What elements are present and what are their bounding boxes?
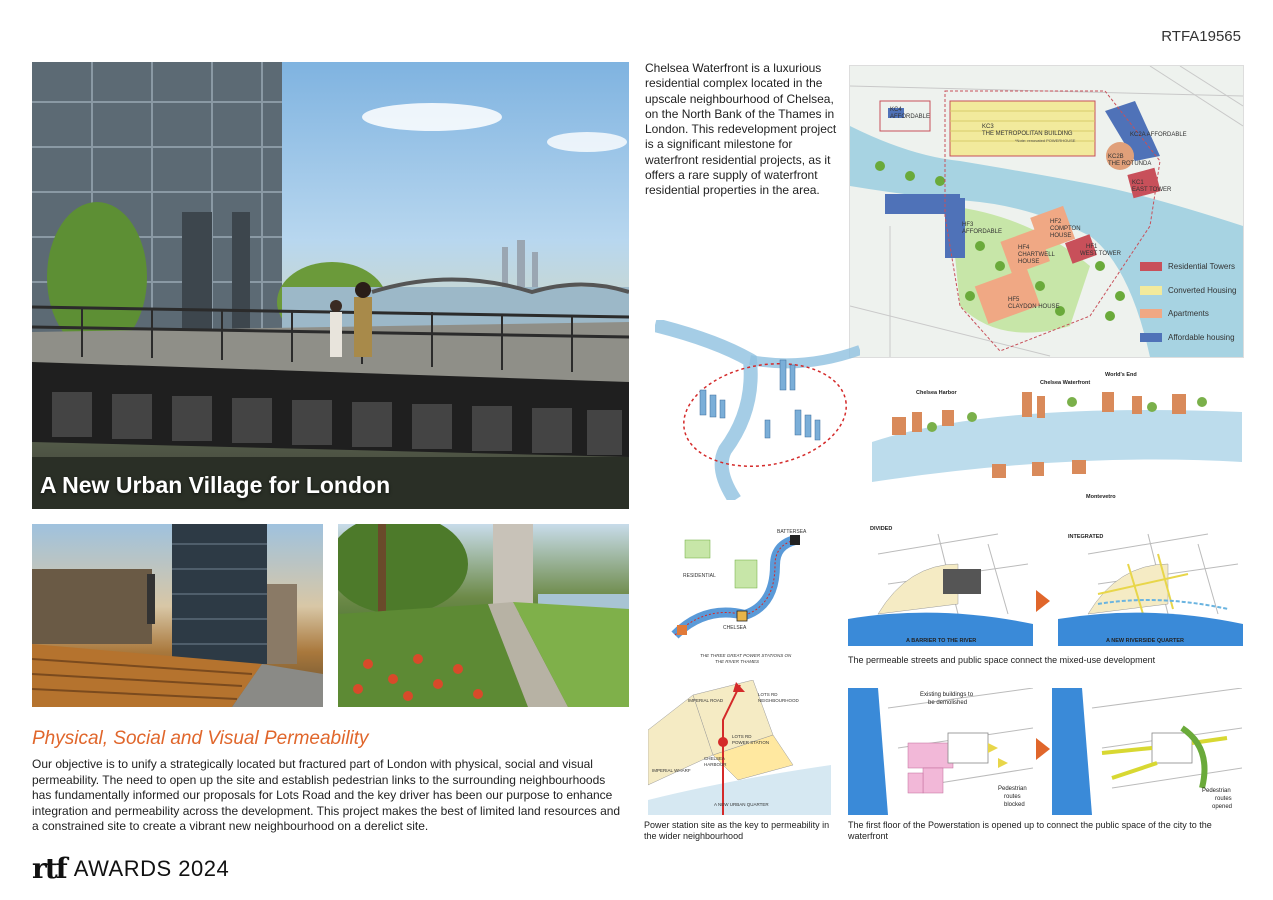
hf4-sub-label: CHARTWELL [1018, 252, 1055, 258]
hf5-sub-label: CLAYDON HOUSE [1008, 304, 1060, 310]
map-lots-rd-ps-2: POWER STATION [732, 740, 770, 745]
hf4-label: HF4 [1018, 245, 1030, 251]
legend-item [1140, 302, 1236, 326]
map-imperial-wharf: IMPERIAL WHARF [652, 768, 691, 773]
divided-tag: DIVIDED [870, 526, 893, 532]
integrated-svg [1058, 524, 1243, 646]
hero-photo [32, 62, 629, 509]
kc4-sub-label: AFFORDABLE [890, 114, 931, 120]
project-code: RTFA19565 [1161, 28, 1241, 45]
demolish-ped-2: routes [1004, 794, 1021, 800]
map-lots-rd: LOTS RD [758, 692, 778, 697]
demolish-svg [848, 688, 1033, 815]
integrated-caption: A NEW RIVERSIDE QUARTER [1106, 638, 1185, 644]
hf1-sub-label: WEST TOWER [1080, 251, 1122, 257]
power-map-note-1: THE THREE GREAT POWER STATIONS ON [700, 653, 792, 658]
divided-caption: A BARRIER TO THE RIVER [906, 638, 977, 644]
hf3a-label: HF3 [962, 222, 974, 228]
legend-label: Apartments [1168, 309, 1209, 319]
opened-diagram [1052, 688, 1242, 815]
kc1-label: KC1 [1132, 180, 1144, 186]
river-sketch [655, 320, 860, 500]
demolish-label-2: be demolished [928, 700, 968, 706]
arrow-icon [1036, 738, 1050, 760]
legend-label: Residential Towers [1168, 262, 1235, 272]
legend-label: Converted Housing [1168, 285, 1237, 295]
legend-label: Affordable housing [1168, 332, 1235, 342]
legend-swatch [1140, 333, 1162, 342]
power-stations-map [665, 525, 815, 665]
arrow-icon [1036, 590, 1050, 612]
aerial-label-center: Chelsea Waterfront [1040, 380, 1091, 386]
power-map-residential: RESIDENTIAL [683, 573, 716, 579]
hero-illustration [32, 62, 629, 509]
integrated-tag: INTEGRATED [1068, 534, 1104, 540]
section-title: Physical, Social and Visual Permeability [32, 728, 369, 749]
power-stations-svg [665, 525, 815, 665]
demolish-ped-3: blocked [1004, 802, 1025, 808]
opened-ped-1: Pedestrian [1202, 788, 1231, 794]
hf5-label: HF5 [1008, 297, 1020, 303]
legend-item [1140, 279, 1236, 303]
kc3-note: *Note: renovated POWERHOUSE [1015, 138, 1076, 143]
section-body: Our objective is to unify a strategically located but fractured part of London with physical, social and visual permeability. The need to open up the site and establish pedestrian links to the surrounding neighbourhoods has fundamentally informed our proposals for Lots Road and the key driver has been our purpose to enhance integration and permeability across the development. This project makes the best of limited land resources and a constrained site to create a vibrant new neighbourhood on a derelict site. [32, 757, 621, 834]
demolish-label-1: Existing buildings to [920, 692, 974, 698]
aerial-svg [872, 372, 1242, 500]
aerial-illustration [872, 372, 1242, 500]
power-map-chelsea: CHELSEA [723, 625, 747, 631]
terrace-photo [32, 524, 323, 707]
garden-illustration [338, 524, 629, 707]
legend-item [1140, 326, 1236, 350]
kc2a-label: KC2A AFFORDABLE [1130, 132, 1187, 138]
kc4-label: KC4 [890, 107, 902, 113]
hf1-label: HF1 [1086, 244, 1098, 250]
river-sketch-svg [655, 320, 860, 500]
awards-label: AWARDS 2024 [73, 855, 230, 881]
opened-ped-3: opened [1212, 804, 1233, 810]
aerial-label-right: World's End [1105, 372, 1137, 378]
demolish-ped-1: Pedestrian [998, 786, 1027, 792]
legend-swatch [1140, 262, 1162, 271]
map-lots-rd-ps: LOTS RD [732, 734, 752, 739]
terrace-illustration [32, 524, 323, 707]
power-map-note-2: THE RIVER THAMES [715, 659, 760, 664]
caption-floor: The first floor of the Powerstation is opened up to connect the public space of the city to the waterfront [848, 820, 1212, 841]
aerial-label-bottom: Montevetro [1086, 494, 1116, 500]
caption-power: Power station site as the key to permeability in the wider neighbourhood [644, 820, 830, 841]
hf2-label: HF2 [1050, 219, 1062, 225]
neighbourhood-map [648, 680, 831, 815]
opened-ped-2: routes [1215, 796, 1232, 802]
rtf-awards-logo [32, 852, 229, 885]
hf2-sub-label-2: HOUSE [1050, 233, 1072, 239]
legend-swatch [1140, 286, 1162, 295]
legend-item [1140, 255, 1236, 279]
map-imperial-road: IMPERIAL ROAD [688, 698, 724, 703]
neighbourhood-svg [648, 680, 831, 815]
kc2b-label: KC2B [1108, 154, 1124, 160]
aerial-label-left: Chelsea Harbor [916, 390, 957, 396]
rtf-logo-mark: rtf [32, 852, 66, 885]
intro-paragraph: Chelsea Waterfront is a luxurious residential complex located in the upscale neighbourhood of Chelsea, on the North Bank of the Thames in London. This redevelopment project is a significant milestone for waterfront residential projects, as it offers a rare supply of waterfront residential properties in the area. [645, 61, 837, 198]
map-chelsea-harbour-2: HARBOUR [704, 762, 727, 767]
masterplan-legend [1140, 255, 1236, 349]
legend-swatch [1140, 309, 1162, 318]
demolish-diagram [848, 688, 1033, 815]
power-map-battersea: BATTERSEA [777, 529, 807, 535]
map-chelsea-harbour: CHELSEA [704, 756, 726, 761]
hero-title: A New Urban Village for London [40, 472, 391, 498]
garden-photo [338, 524, 629, 707]
caption-streets: The permeable streets and public space connect the mixed-use development [848, 655, 1156, 665]
hf2-sub-label: COMPTON [1050, 226, 1081, 232]
kc1-sub-label: EAST TOWER [1132, 187, 1172, 193]
hf3a-sub-label: AFFORDABLE [962, 229, 1003, 235]
divided-svg [848, 524, 1033, 646]
divided-diagram [848, 524, 1033, 646]
map-urban-quarter: A NEW URBAN QUARTER [714, 802, 769, 807]
map-lots-rd-neighbourhood: NEIGHBOURHOOD [758, 698, 799, 703]
opened-svg [1052, 688, 1242, 815]
integrated-diagram [1058, 524, 1243, 646]
kc2b-sub-label: THE ROTUNDA [1108, 161, 1152, 167]
hf4-sub-label-2: HOUSE [1018, 259, 1040, 265]
kc3-sub-label: THE METROPOLITAN BUILDING [982, 131, 1073, 137]
kc3-label: KC3 [982, 124, 994, 130]
